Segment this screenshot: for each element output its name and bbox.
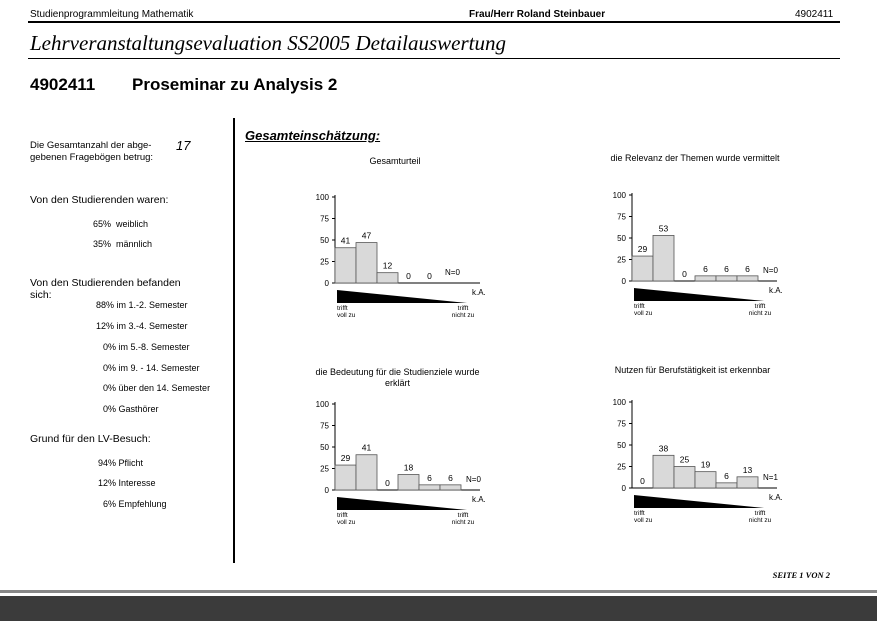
n-count-label: N=0: [466, 475, 481, 484]
scale-right-label: nicht zu: [451, 519, 475, 526]
bar-value-label: 6: [427, 472, 432, 483]
bar-value-label: 12: [382, 260, 393, 271]
bar: [716, 276, 737, 281]
scale-wedge: [634, 495, 764, 508]
bar-value-label: 53: [658, 223, 669, 234]
scale-left-label: trifft: [634, 303, 645, 310]
y-tick-label: 100: [612, 191, 626, 200]
gender-male-label: männlich: [116, 239, 153, 249]
no-answer-label: k.A.: [472, 288, 486, 297]
scale-wedge: [337, 497, 467, 510]
bar-value-label: 6: [448, 472, 453, 483]
gender-female: [93, 218, 148, 230]
scale-right-label: nicht zu: [451, 312, 475, 319]
page-title: Lehrveranstaltungsevaluation SS2005 Detailauswertung: [30, 31, 506, 55]
bar: [356, 243, 377, 283]
bar-value-label: 6: [703, 263, 708, 274]
bar: [695, 276, 716, 281]
scale-wedge: [634, 288, 764, 301]
semester-item: 0% Gasthörer: [103, 404, 159, 414]
semester-item: 0% über den 14. Semester: [103, 383, 211, 393]
chart-2-title: die Relevanz der Themen wurde vermittelt: [610, 153, 780, 163]
title-divider: [28, 58, 840, 59]
bar: [632, 256, 653, 281]
bar-value-label: 19: [700, 459, 711, 470]
gender-female-label: weiblich: [116, 219, 149, 229]
semester-item: 12% im 3.-4. Semester: [96, 321, 188, 331]
bar: [335, 465, 356, 490]
scale-right-label: trifft: [754, 510, 766, 517]
scale-right-label: nicht zu: [748, 517, 772, 524]
bar-value-label: 41: [340, 235, 351, 246]
semester-item: 0% im 5.-8. Semester: [103, 342, 190, 352]
bar-value-label: 25: [679, 454, 690, 465]
bar-value-label: 6: [724, 263, 729, 274]
course-number: 4902411: [30, 75, 96, 94]
bar-value-label: 29: [637, 244, 648, 255]
scale-right-label: nicht zu: [748, 310, 772, 317]
y-tick-label: 75: [617, 212, 626, 222]
y-tick-label: 50: [320, 236, 329, 245]
header-person: Frau/Herr Roland Steinbauer: [469, 9, 606, 20]
chart-berufsnutzen: [597, 390, 802, 535]
bar: [695, 472, 716, 488]
bar: [377, 273, 398, 283]
chart-3-title-line1: die Bedeutung für die Studienziele wurde: [315, 367, 480, 377]
y-tick-label: 100: [315, 400, 329, 409]
scale-left-label: voll zu: [634, 310, 653, 317]
y-tick-label: 75: [617, 419, 626, 429]
semester-heading-line2: sich:: [30, 289, 52, 301]
bar: [653, 235, 674, 281]
bar-value-label: 41: [361, 442, 372, 453]
bar-value-label: 6: [745, 263, 750, 274]
bar-value-label: 13: [742, 464, 753, 475]
y-tick-label: 25: [320, 257, 329, 267]
n-count-label: N=0: [763, 266, 778, 275]
total-label-line2: gebenen Fragebögen betrug:: [30, 152, 154, 163]
n-count-label: N=1: [763, 473, 778, 482]
total-label-line1: Die Gesamtanzahl der abge-: [30, 140, 152, 151]
bar: [737, 276, 758, 281]
scale-wedge: [337, 290, 467, 303]
bar: [716, 483, 737, 488]
course-name: Proseminar zu Analysis 2: [132, 75, 338, 94]
no-answer-label: k.A.: [472, 495, 486, 504]
bar: [653, 455, 674, 488]
y-tick-label: 50: [617, 441, 626, 450]
scan-edge: [0, 596, 877, 621]
scale-left-label: trifft: [337, 305, 348, 312]
bar-value-label: 0: [427, 271, 432, 281]
scale-left-label: trifft: [337, 512, 348, 519]
bar-value-label: 18: [403, 462, 414, 473]
y-tick-label: 0: [324, 486, 329, 495]
header-divider: [28, 21, 840, 23]
y-tick-label: 25: [617, 255, 626, 265]
bar-value-label: 0: [640, 476, 645, 486]
scale-right-label: trifft: [457, 512, 469, 519]
semester-heading-line1: Von den Studierenden befanden: [30, 277, 181, 289]
section-title: Gesamteinschätzung:: [245, 128, 381, 143]
y-tick-label: 50: [320, 443, 329, 452]
reason-item: 6% Empfehlung: [103, 499, 167, 509]
bar-value-label: 0: [385, 478, 390, 488]
chart-bedeutung: [300, 392, 505, 537]
no-answer-label: k.A.: [769, 493, 783, 502]
y-tick-label: 50: [617, 234, 626, 243]
chart-relevanz: [597, 183, 802, 328]
bar-value-label: 6: [724, 470, 729, 481]
reason-heading: Grund für den LV-Besuch:: [30, 433, 151, 445]
chart-1-title: Gesamturteil: [369, 156, 421, 166]
y-tick-label: 75: [320, 421, 329, 431]
y-tick-label: 0: [621, 277, 626, 286]
semester-item: 88% im 1.-2. Semester: [96, 300, 188, 310]
scale-left-label: voll zu: [634, 517, 653, 524]
total-value: 17: [176, 138, 191, 153]
column-divider: [233, 118, 235, 563]
no-answer-label: k.A.: [769, 286, 783, 295]
gender-male-pct: 35%: [93, 239, 112, 249]
scale-right-label: trifft: [754, 303, 766, 310]
scale-left-label: trifft: [634, 510, 645, 517]
gender-female-pct: 65%: [93, 219, 112, 229]
y-tick-label: 25: [617, 462, 626, 472]
y-tick-label: 100: [315, 193, 329, 202]
reason-item: 12% Interesse: [98, 478, 156, 488]
scale-right-label: trifft: [457, 305, 469, 312]
header-left-text: Studienprogrammleitung Mathematik: [30, 9, 194, 20]
bar: [419, 485, 440, 490]
y-tick-label: 75: [320, 214, 329, 224]
y-tick-label: 25: [320, 464, 329, 474]
chart-4-title: Nutzen für Berufstätigkeit ist erkennbar: [614, 365, 771, 375]
y-tick-label: 0: [324, 279, 329, 288]
chart-3-title-line2: erklärt: [384, 378, 410, 388]
chart-gesamturteil: [300, 185, 505, 330]
bar-value-label: 47: [361, 230, 372, 241]
scan-edge-line: [0, 590, 877, 593]
y-tick-label: 100: [612, 398, 626, 407]
header-course-id: 4902411: [795, 9, 834, 20]
gender-male: [93, 238, 152, 250]
bar: [356, 455, 377, 490]
bar-value-label: 29: [340, 453, 351, 464]
bar: [398, 475, 419, 490]
bar: [674, 467, 695, 489]
bar: [737, 477, 758, 488]
scale-left-label: voll zu: [337, 312, 356, 319]
semester-item: 0% im 9. - 14. Semester: [103, 363, 200, 373]
n-count-label: N=0: [445, 268, 460, 277]
gender-heading: Von den Studierenden waren:: [30, 194, 169, 206]
reason-item: 94% Pflicht: [98, 458, 144, 468]
bar: [440, 485, 461, 490]
scale-left-label: voll zu: [337, 519, 356, 526]
bar: [335, 248, 356, 283]
page-number: SEITE 1 VON 2: [772, 570, 830, 580]
bar-value-label: 38: [658, 443, 669, 454]
bar-value-label: 0: [682, 269, 687, 279]
y-tick-label: 0: [621, 484, 626, 493]
bar-value-label: 0: [406, 271, 411, 281]
